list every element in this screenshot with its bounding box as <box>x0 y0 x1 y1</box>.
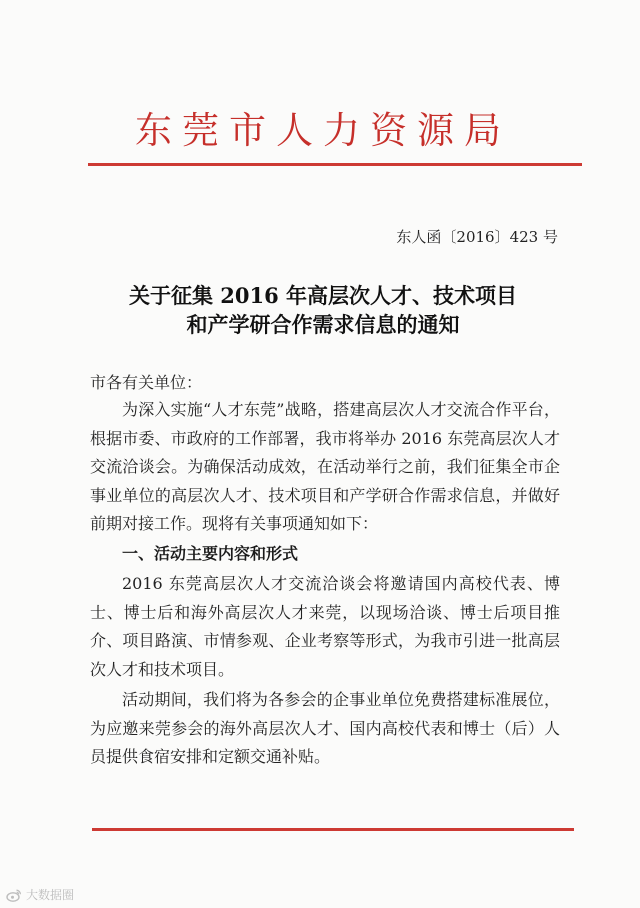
body-paragraph-activity: 2016 东莞高层次人才交流洽谈会将邀请国内高校代表、博士、博士后和海外高层次人才来莞，以现场洽谈、博士后项目推介、项目路演、市情参观、企业考察等形式，为我市引进一批高层次人才和技术项目。 <box>90 574 560 679</box>
document-number: 东人函〔2016〕423 号 <box>396 228 558 246</box>
salutation: 市各有关单位： <box>90 373 203 392</box>
section-heading-1: 一、活动主要内容和形式 <box>122 544 299 563</box>
notice-title-line-1: 关于征集 2016 年高层次人才、技术项目 <box>128 283 518 308</box>
notice-title-line-2: 和产学研合作需求信息的通知 <box>186 312 460 337</box>
agency-letterhead: 东莞市人力资源局 <box>135 109 511 152</box>
weibo-icon <box>6 888 22 902</box>
letterhead-red-rule <box>88 163 582 166</box>
watermark-text: 大数据圈 <box>26 888 75 902</box>
watermark <box>6 887 74 903</box>
footer-red-rule <box>92 828 574 831</box>
body-paragraph-intro: 为深入实施“人才东莞”战略，搭建高层次人才交流合作平台，根据市委、市政府的工作部署，我市将举办 2016 东莞高层次人才交流洽谈会。为确保活动成效，在活动举行之前，我们征集全市企事业单位的高层次人才、技术项目和产学研合作需求信息，并做好前期对接工作。现将有关事项通知如下： <box>90 400 560 534</box>
body-paragraph-support: 活动期间，我们将为各参会的企事业单位免费搭建标准展位，为应邀来莞参会的海外高层次人才、国内高校代表和博士（后）人员提供食宿安排和定额交通补贴。 <box>90 690 560 767</box>
